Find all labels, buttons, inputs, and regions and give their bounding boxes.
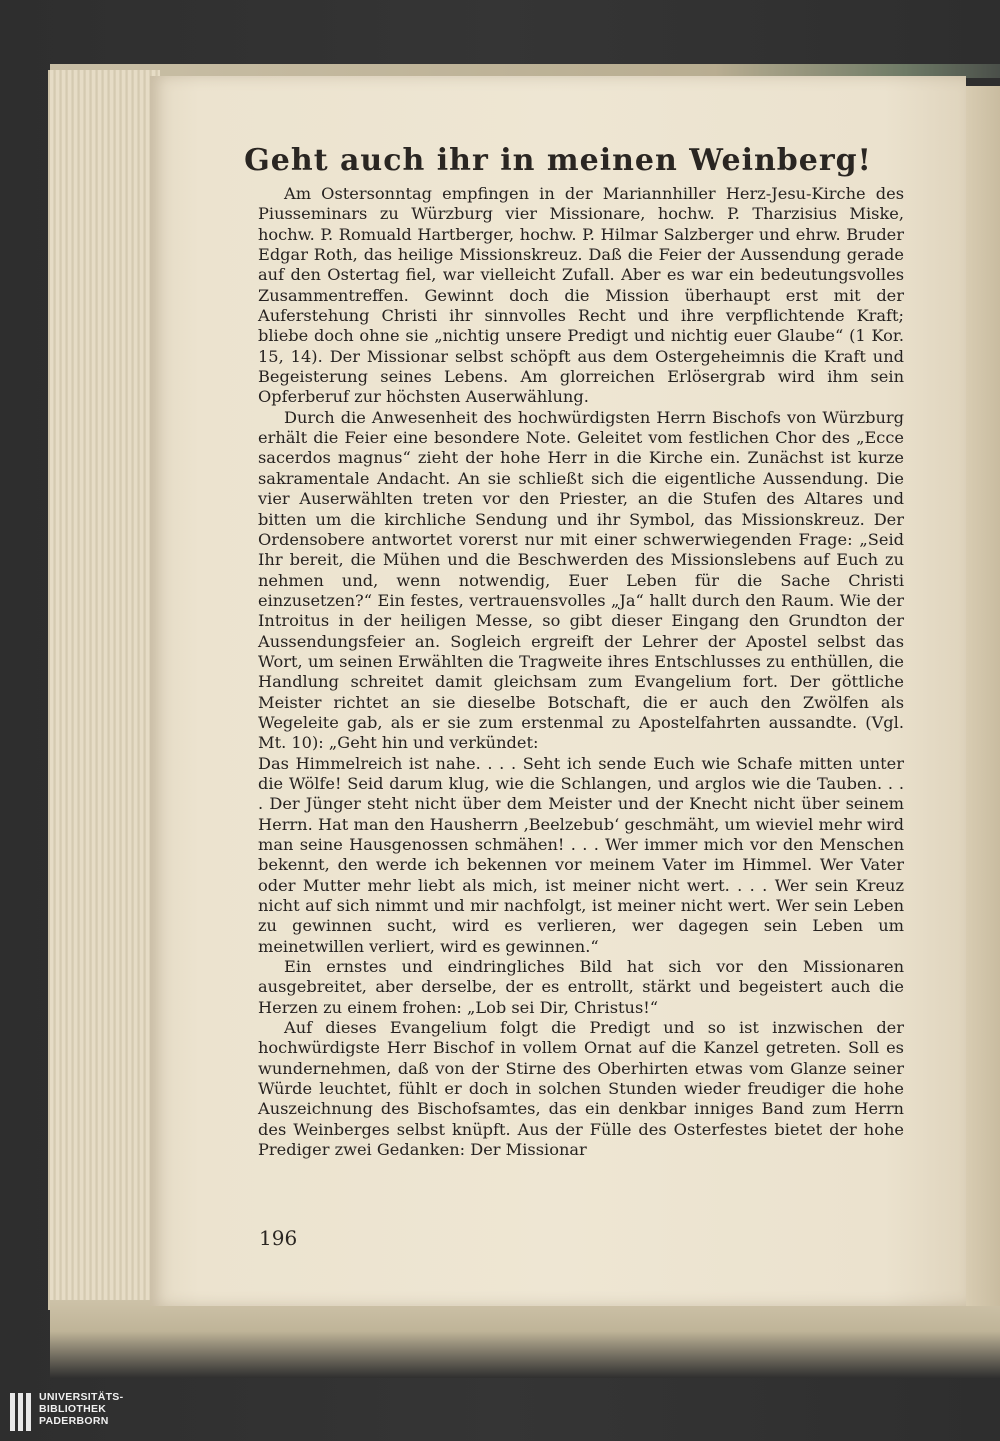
page-edges — [48, 70, 160, 1310]
library-logo-icon — [10, 1393, 31, 1431]
paragraph: Ein ernstes und eindringliches Bild hat sich vor den Missionaren ausgebreitet, aber derselbe, der es entrollt, stärkt und begeistert auch die Herzen zu einem frohen: „Lob sei Dir, Christus!“ — [258, 957, 904, 1017]
logo-line: BIBLIOTHEK — [39, 1403, 107, 1415]
page-number: 196 — [259, 1226, 298, 1250]
quote-paragraph: Das Himmelreich ist nahe. . . . Seht ich sende Euch wie Schafe mitten unter die Wölfe! Seid darum klug, wie die Schlangen, und arglos wie die Tauben. . . . Der Jünger steht nicht über dem Meister und der Knecht nicht über seinem Herrn. Hat man den Hausherrn ‚Beelzebub‘ geschmäht, um wieviel mehr wird man seine Hausgenossen schmähen! . . . Wer immer mich vor den Menschen bekennt, den werde ich bekennen vor meinem Vater im Himmel. Wer Vater oder Mutter mehr liebt als mich, ist meiner nicht wert. . . . Wer sein Kreuz nicht auf sich nimmt und mir nachfolgt, ist meiner nicht wert. Wer sein Leben zu gewinnen sucht, wird es verlieren, wer dagegen sein Leben um meinetwillen verliert, wird es gewinnen.“ — [258, 753, 904, 956]
library-logo-text — [39, 1391, 123, 1427]
paragraph: Am Ostersonntag empfingen in der Mariannhiller Herz-Jesu-Kirche des Piusseminars zu Würzburg vier Missionare, hochw. P. Tharzisius Miske, hochw. P. Romuald Hartberger, hochw. P. Hilmar Salzberger und ehrw. Bruder Edgar Roth, das heilige Missionskreuz. Daß die Feier der Aussendung gerade auf den Ostertag fiel, war vielleicht Zufall. Aber es war ein bedeutungsvolles Zusammentreffen. Gewinnt doch die Mission überhaupt erst mit der Auferstehung Christi ihr sinnvolles Recht und ihre verpflichtende Kraft; bliebe doch ohne sie „nichtig unsere Predigt und nichtig euer Glaube“ (1 Kor. 15, 14). Der Missionar selbst schöpft aus dem Ostergeheimnis die Kraft und Begeisterung seines Lebens. Am glorreichen Erlösergrab wird ihm sein Opferberuf zur höchsten Auserwählung. — [258, 184, 904, 407]
paragraph: Auf dieses Evangelium folgt die Predigt und so ist inzwischen der hochwürdigste Herr Bischof in vollem Ornat auf die Kanzel getreten. Soll es wundernehmen, daß von der Stirne des Oberhirten etwas vom Glanze seiner Würde leuchtet, fühlt er doch in solchen Stunden wieder freudiger die hohe Auszeichnung des Bischofsamtes, das ein denkbar inniges Band zum Herrn des Weinberges selbst knüpft. Aus der Fülle des Osterfestes bietet der hohe Prediger zwei Gedanken: Der Missionar — [258, 1018, 904, 1160]
facing-page-edge — [966, 86, 1000, 1306]
page-title: Geht auch ihr in meinen Weinberg! — [244, 143, 872, 178]
paragraph: Durch die Anwesenheit des hochwürdigsten Herrn Bischofs von Würzburg erhält die Feier eine besondere Note. Geleitet vom festlichen Chor des „Ecce sacerdos magnus“ zieht der hohe Herr in die Kirche ein. Zunächst ist kurze sakramentale Andacht. An sie schließt sich die eigentliche Aussendung. Die vier Auserwählten treten vor den Priester, an die Stufen des Altares und bitten um die kirchliche Sendung und ihr Symbol, das Missionskreuz. Der Ordensobere antwortet vorerst nur mit einer schwerwiegenden Frage: „Seid Ihr bereit, die Mühen und die Beschwerden des Missionslebens auf Euch zu nehmen und, wenn notwendig, Euer Leben für die Sache Christi einzusetzen?“ Ein festes, vertrauensvolles „Ja“ hallt durch den Raum. Wie der Introitus in der heiligen Messe, so gibt dieser Eingang den Grundton der Aussendungsfeier an. Sogleich ergreift der Lehrer der Apostel selbst das Wort, um seinen Erwählten die Tragweite ihres Entschlusses zu enthüllen, die Handlung schreitet damit gleichsam zum Evangelium fort. Der göttliche Meister richtet an sie dieselbe Botschaft, die er auch den Zwölfen als Wegeleite gab, als er sie zum erstenmal zu Apostelfahrten aussandte. (Vgl. Mt. 10): „Geht hin und verkündet: — [258, 407, 904, 753]
book-cover-bottom — [50, 1300, 1000, 1378]
library-logo — [10, 1391, 123, 1431]
logo-line: PADERBORN — [39, 1415, 109, 1427]
body-text — [258, 184, 904, 1161]
logo-line: UNIVERSITÄTS- — [39, 1391, 124, 1403]
